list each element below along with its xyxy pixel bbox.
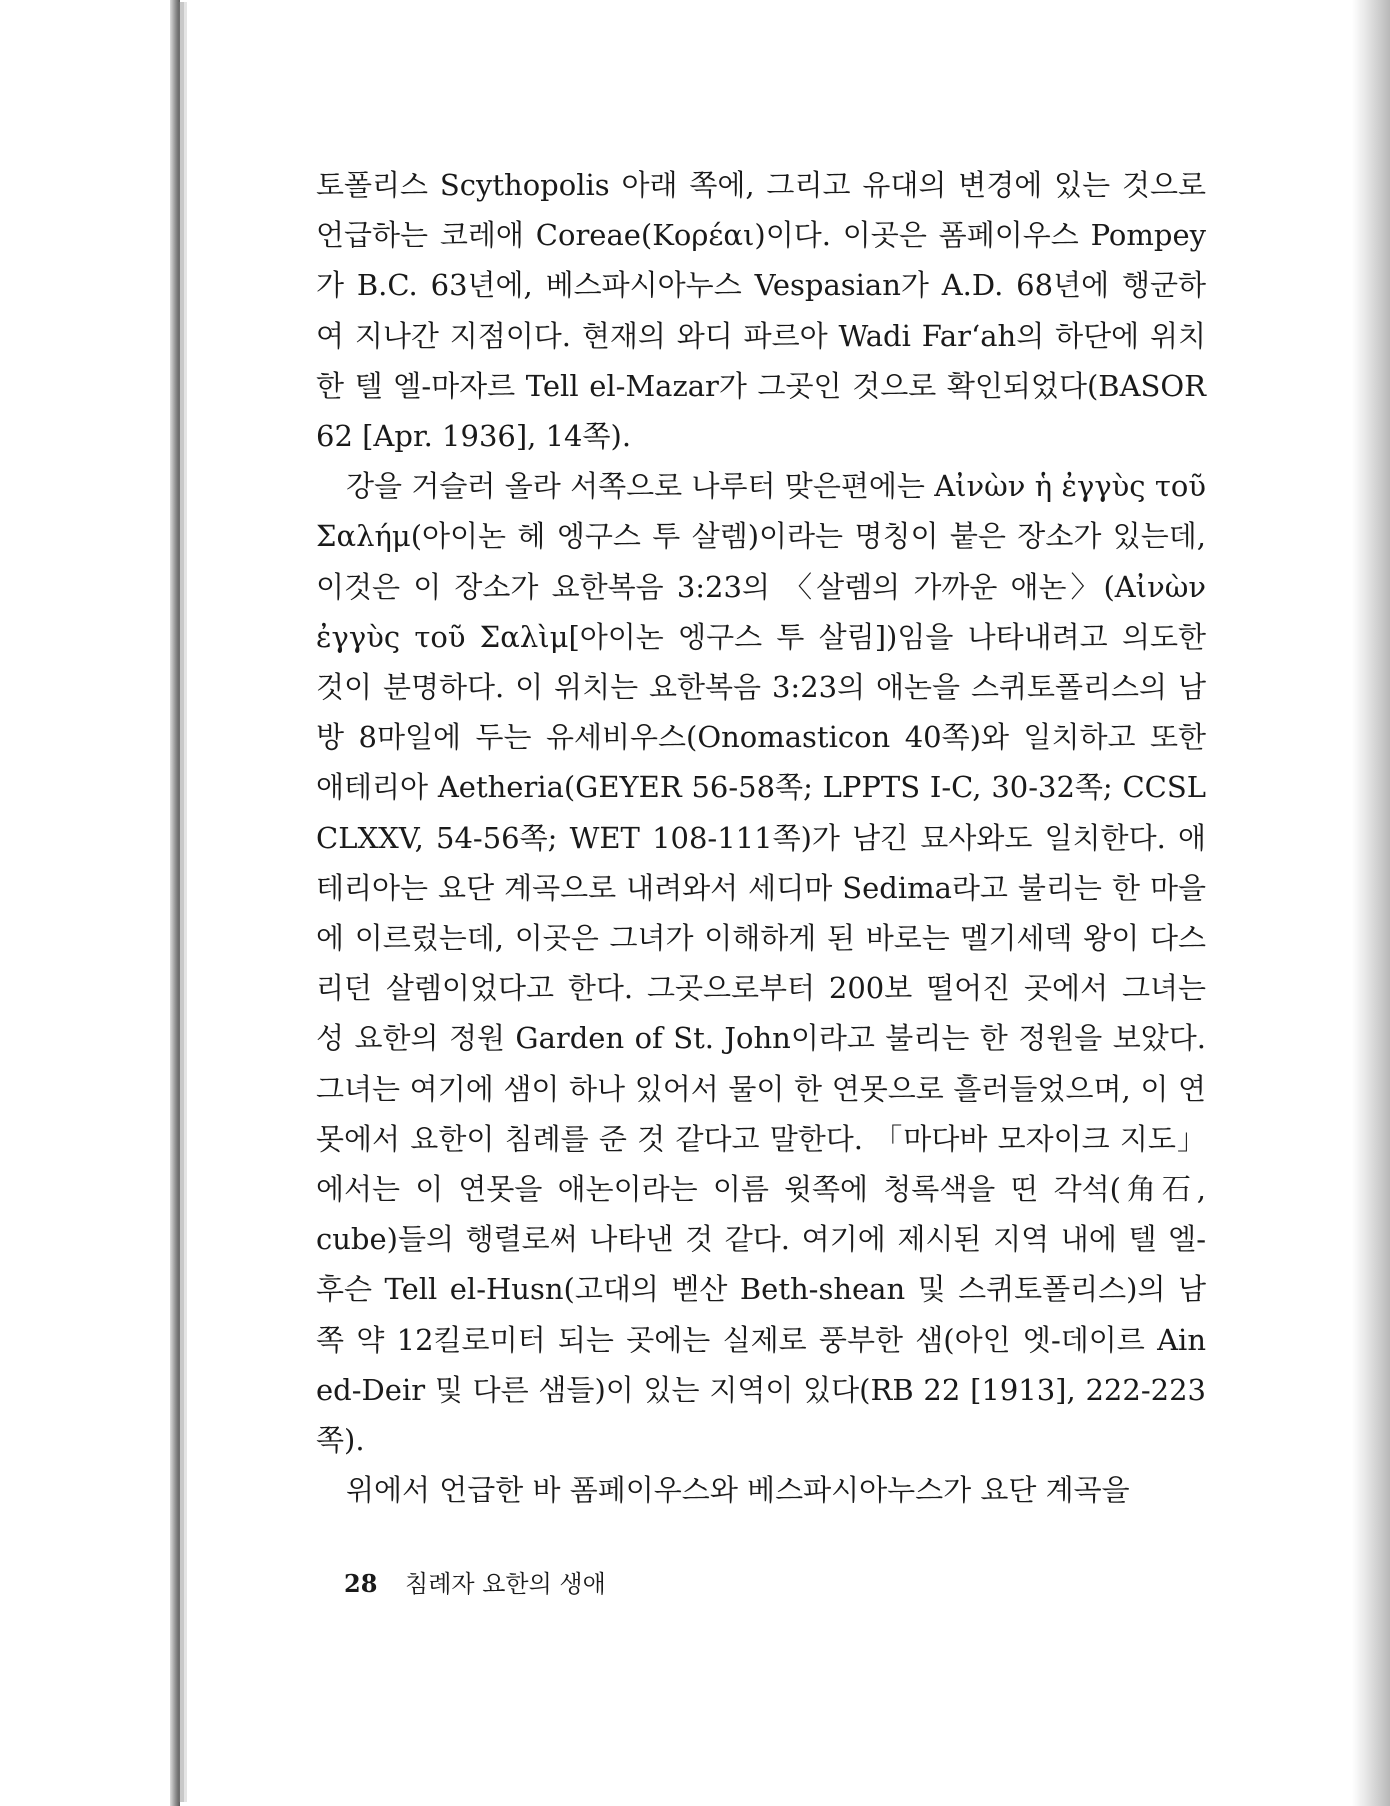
- page-edge-shadow: [1352, 0, 1390, 1806]
- page-number: 28: [344, 1569, 378, 1598]
- paragraph-1: 토폴리스 Scythopolis 아래 쪽에, 그리고 유대의 변경에 있는 것으로 언급하는 코레애 Coreae(Κορέαι)이다. 이곳은 폼페이우스 Pompey가 B.C. 63년에, 베스파시아누스 Vespasian가 A.D. 68년에 행군하여 지나간 지점이다. 현재의 와디 파르아 Wadi Far‘ah의 하단에 위치한 텔 엘-마자르 Tell el-Mazar가 그곳인 것으로 확인되었다(BASOR 62 [Apr. 1936], 14쪽).: [316, 168, 1206, 454]
- paragraph-3: 위에서 언급한 바 폼페이우스와 베스파시아누스가 요단 계곡을: [346, 1473, 1130, 1508]
- body-text: [316, 160, 1206, 1515]
- page-footer: [344, 1564, 606, 1599]
- paragraph-2: 강을 거슬러 올라 서쪽으로 나루터 맞은편에는 Αἰνὼν ἡ ἐγγὺς τοῦ Σαλήμ(아이논 헤 엥구스 투 살렘)이라는 명칭이 붙은 장소가 있는데, 이것은 이 장소가 요한복음 3:23의 〈살렘의 가까운 애논〉(Αἰνὼν ἐγγὺς τοῦ Σαλὶμ[아이논 엥구스 투 살림])임을 나타내려고 의도한 것이 분명하다. 이 위치는 요한복음 3:23의 애논을 스퀴토폴리스의 남방 8마일에 두는 유세비우스(Onomasticon 40쪽)와 일치하고 또한 애테리아 Aetheria(GEYER 56-58쪽; LPPTS I-C, 30-32쪽; CCSL CLXXV, 54-56쪽; WET 108-111쪽)가 남긴 묘사와도 일치한다. 애테리아는 요단 계곡으로 내려와서 세디마 Sedima라고 불리는 한 마을에 이르렀는데, 이곳은 그녀가 이해하게 된 바로는 멜기세덱 왕이 다스리던 살렘이었다고 한다. 그곳으로부터 200보 떨어진 곳에서 그녀는 성 요한의 정원 Garden of St. John이라고 불리는 한 정원을 보았다. 그녀는 여기에 샘이 하나 있어서 물이 한 연못으로 흘러들었으며, 이 연못에서 요한이 침례를 준 것 같다고 말한다. 「마다바 모자이크 지도」에서는 이 연못을 애논이라는 이름 윗쪽에 청록색을 띤 각석(角石, cube)들의 행렬로써 나타낸 것 같다. 여기에 제시된 지역 내에 텔 엘-후슨 Tell el-Husn(고대의 벧산 Beth-shean 및 스퀴토폴리스)의 남쪽 약 12킬로미터 되는 곳에는 실제로 풍부한 샘(아인 엣-데이르 Ain ed-Deir 및 다른 샘들)이 있는 지역이 있다(RB 22 [1913], 222-223쪽).: [316, 469, 1206, 1458]
- running-title: 침례자 요한의 생애: [405, 1570, 606, 1598]
